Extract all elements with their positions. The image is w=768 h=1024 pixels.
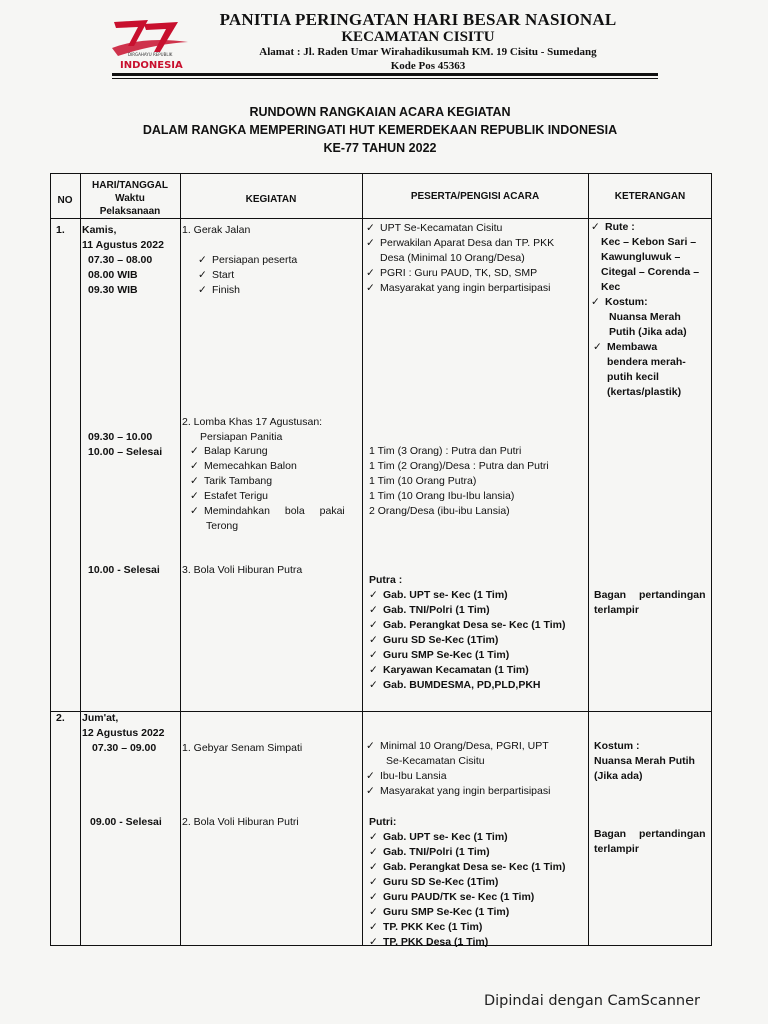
- time-item: 09.30 WIB: [88, 284, 138, 296]
- row2-date: 12 Agustus 2022: [82, 727, 165, 739]
- check-item: ✓ TP. PKK Kec (1 Tim): [369, 920, 587, 935]
- note-line: Citegal – Corenda –: [601, 266, 700, 278]
- row2-participants-b: [369, 815, 587, 950]
- doc-title-line2: DALAM RANGKA MEMPERINGATI HUT KEMERDEKAAN REPUBLIK INDONESIA: [142, 123, 618, 137]
- participant-line: 1 Tim (10 Orang Ibu-Ibu lansia): [369, 490, 515, 502]
- row1-date: 11 Agustus 2022: [82, 239, 164, 251]
- check-item: ✓ Balap Karung: [190, 444, 360, 459]
- row2-activity-a: 1. Gebyar Senam Simpati: [182, 742, 303, 754]
- note-line: Kawungluwuk –: [601, 251, 681, 263]
- continuation-line: Terong: [206, 520, 239, 532]
- col-line-0: [50, 173, 51, 946]
- row2-notes-b: [594, 827, 709, 857]
- note-label: ✓ Membawa: [591, 340, 709, 355]
- doc-title-line3: KE-77 TAHUN 2022: [323, 141, 437, 155]
- time-item: 07.30 – 08.00: [88, 254, 153, 266]
- participant-line: 1 Tim (3 Orang) : Putra dan Putri: [369, 445, 522, 457]
- participants-label: Putri:: [369, 816, 397, 828]
- check-item: ✓ Minimal 10 Orang/Desa, PGRI, UPT: [366, 739, 586, 754]
- row1-notes-a: [591, 220, 709, 400]
- check-item: ✓ Perwakilan Aparat Desa dan TP. PKK: [366, 236, 586, 251]
- check-item: ✓ Persiapan peserta: [198, 253, 297, 268]
- check-item: ✓ UPT Se-Kecamatan Cisitu: [366, 221, 586, 236]
- row1-time-c: 10.00 - Selesai: [88, 564, 160, 576]
- check-item: ✓ Karyawan Kecamatan (1 Tim): [369, 663, 587, 678]
- header-notes: KETERANGAN: [614, 191, 686, 202]
- check-item: ✓ Memindahkan bola pakai: [190, 504, 360, 519]
- time-item: 09.30 – 10.00: [88, 431, 153, 443]
- row1-activity-a: 1. Gerak Jalan: [182, 224, 251, 236]
- row1-activity-b-items: [190, 444, 360, 534]
- note-line: terlampir: [594, 843, 639, 855]
- org-title: PANITIA PERINGATAN HARI BESAR NASIONAL: [219, 10, 617, 29]
- row2-time-b: 09.00 - Selesai: [90, 816, 162, 828]
- check-item: ✓ Masyarakat yang ingin berpartisipasi: [366, 784, 586, 799]
- note-line: Putih (Jika ada): [609, 326, 687, 338]
- note-line: Kec – Kebon Sari –: [601, 236, 697, 248]
- row1-activity-c: 3. Bola Voli Hiburan Putra: [182, 564, 303, 576]
- note-line: (kertas/plastik): [607, 386, 682, 398]
- check-item: ✓ Gab. UPT se- Kec (1 Tim): [369, 830, 587, 845]
- row-divider: [50, 711, 712, 712]
- check-item: ✓ Gab. Perangkat Desa se- Kec (1 Tim): [369, 860, 587, 875]
- check-item: ✓ Ibu-Ibu Lansia: [366, 769, 586, 784]
- district-name: KECAMATAN CISITU: [341, 29, 495, 45]
- check-item: ✓ Gab. TNI/Polri (1 Tim): [369, 603, 587, 618]
- row2-notes-a: [594, 739, 709, 784]
- check-item: ✓ Guru SD Se-Kec (1Tim): [369, 633, 587, 648]
- check-item: ✓ Gab. BUMDESMA, PD,PLD,PKH: [369, 678, 587, 693]
- note-line: Bagan pertandingan: [594, 828, 706, 840]
- time-item: 08.00 WIB: [88, 269, 138, 281]
- col-line-4: [588, 173, 589, 946]
- participant-line: 1 Tim (10 Orang Putra): [369, 475, 477, 487]
- check-item: ✓ Gab. UPT se- Kec (1 Tim): [369, 588, 587, 603]
- time-item: 10.00 – Selesai: [88, 446, 163, 458]
- row1-no: 1.: [56, 224, 65, 236]
- row1-activity-b-sub: Persiapan Panitia: [200, 431, 283, 443]
- check-item: ✓ TP. PKK Desa (1 Tim): [369, 935, 587, 950]
- note-line: bendera merah-: [607, 356, 686, 368]
- address: Alamat : Jl. Raden Umar Wirahadikusumah KM. 19 Cisitu - Sumedang: [259, 46, 597, 58]
- header-no: NO: [57, 195, 73, 206]
- header-activity: KEGIATAN: [245, 194, 297, 205]
- check-item: ✓ Memecahkan Balon: [190, 459, 360, 474]
- note-line: putih kecil: [607, 371, 659, 383]
- row2-time-a: 07.30 – 09.00: [92, 742, 157, 754]
- row2-participants-a: [366, 739, 586, 799]
- continuation-line: Desa (Minimal 10 Orang/Desa): [380, 252, 525, 264]
- letterhead-rule-thin: [112, 78, 658, 79]
- row1-day: Kamis,: [82, 224, 117, 236]
- check-item: ✓ Gab. Perangkat Desa se- Kec (1 Tim): [369, 618, 587, 633]
- row1-participants-b: [369, 444, 549, 519]
- scanner-watermark: Dipindai dengan CamScanner: [483, 993, 700, 1009]
- col-line-5: [711, 173, 712, 946]
- note-line: terlampir: [594, 604, 639, 616]
- hut-ri-77-logo: [104, 16, 196, 72]
- check-item: ✓ Guru SMP Se-Kec (1 Tim): [369, 905, 587, 920]
- row1-participants-c: [369, 573, 587, 693]
- participant-line: 1 Tim (2 Orang)/Desa : Putra dan Putri: [369, 460, 549, 472]
- header-date: [80, 179, 180, 218]
- check-item: ✓ Guru SD Se-Kec (1Tim): [369, 875, 587, 890]
- note-line: Bagan pertandingan: [594, 589, 706, 601]
- row1-activity-a-items: [198, 253, 297, 298]
- note-line: Nuansa Merah: [609, 311, 681, 323]
- col-line-2: [180, 173, 181, 946]
- logo-small-text: DIRGAHAYU REPUBLIK: [128, 52, 173, 57]
- table-border-top: [50, 173, 712, 174]
- logo-text: INDONESIA: [120, 60, 183, 71]
- row2-day: Jum'at,: [82, 712, 119, 724]
- check-item: ✓ Estafet Terigu: [190, 489, 360, 504]
- row2-no: 2.: [56, 712, 65, 724]
- participant-line: 2 Orang/Desa (ibu-ibu Lansia): [369, 505, 510, 517]
- col-line-3: [362, 173, 363, 946]
- continuation-line: Se-Kecamatan Cisitu: [386, 755, 485, 767]
- row2-activity-b: 2. Bola Voli Hiburan Putri: [182, 816, 299, 828]
- header-date-line3: Pelaksanaan: [99, 206, 161, 217]
- row1-participants-a: [366, 221, 586, 296]
- header-date-line1: HARI/TANGGAL: [92, 180, 168, 191]
- doc-title-line1: RUNDOWN RANGKAIAN ACARA KEGIATAN: [249, 105, 511, 119]
- note-line: (Jika ada): [594, 770, 643, 782]
- row1-activity-b: 2. Lomba Khas 17 Agustusan:: [182, 416, 323, 428]
- note-line: Nuansa Merah Putih: [594, 755, 695, 767]
- col-line-1: [80, 173, 81, 946]
- postal-code: Kode Pos 45363: [390, 60, 466, 72]
- check-item: ✓ Guru SMP Se-Kec (1 Tim): [369, 648, 587, 663]
- check-item: ✓ PGRI : Guru PAUD, TK, SD, SMP: [366, 266, 586, 281]
- note-label: ✓ Kostum:: [591, 295, 709, 310]
- check-item: ✓ Start: [198, 268, 297, 283]
- header-participants: PESERTA/PENGISI ACARA: [410, 191, 540, 202]
- row1-notes-c: [594, 588, 709, 618]
- check-item: ✓ Gab. TNI/Polri (1 Tim): [369, 845, 587, 860]
- rundown-table: [50, 173, 712, 946]
- row1-times-a: [88, 253, 152, 298]
- header-date-line2: Waktu: [115, 193, 145, 204]
- note-line: Kostum :: [594, 740, 640, 752]
- row1-times-b: [88, 430, 162, 460]
- header-divider: [50, 218, 712, 219]
- note-line: Kec: [601, 281, 621, 293]
- check-item: ✓ Finish: [198, 283, 297, 298]
- participants-label: Putra :: [369, 574, 403, 586]
- check-item: ✓ Tarik Tambang: [190, 474, 360, 489]
- note-label: ✓ Rute :: [591, 220, 709, 235]
- check-item: ✓ Guru PAUD/TK se- Kec (1 Tim): [369, 890, 587, 905]
- check-item: ✓ Masyarakat yang ingin berpartisipasi: [366, 281, 586, 296]
- letterhead-rule-thick: [112, 73, 658, 76]
